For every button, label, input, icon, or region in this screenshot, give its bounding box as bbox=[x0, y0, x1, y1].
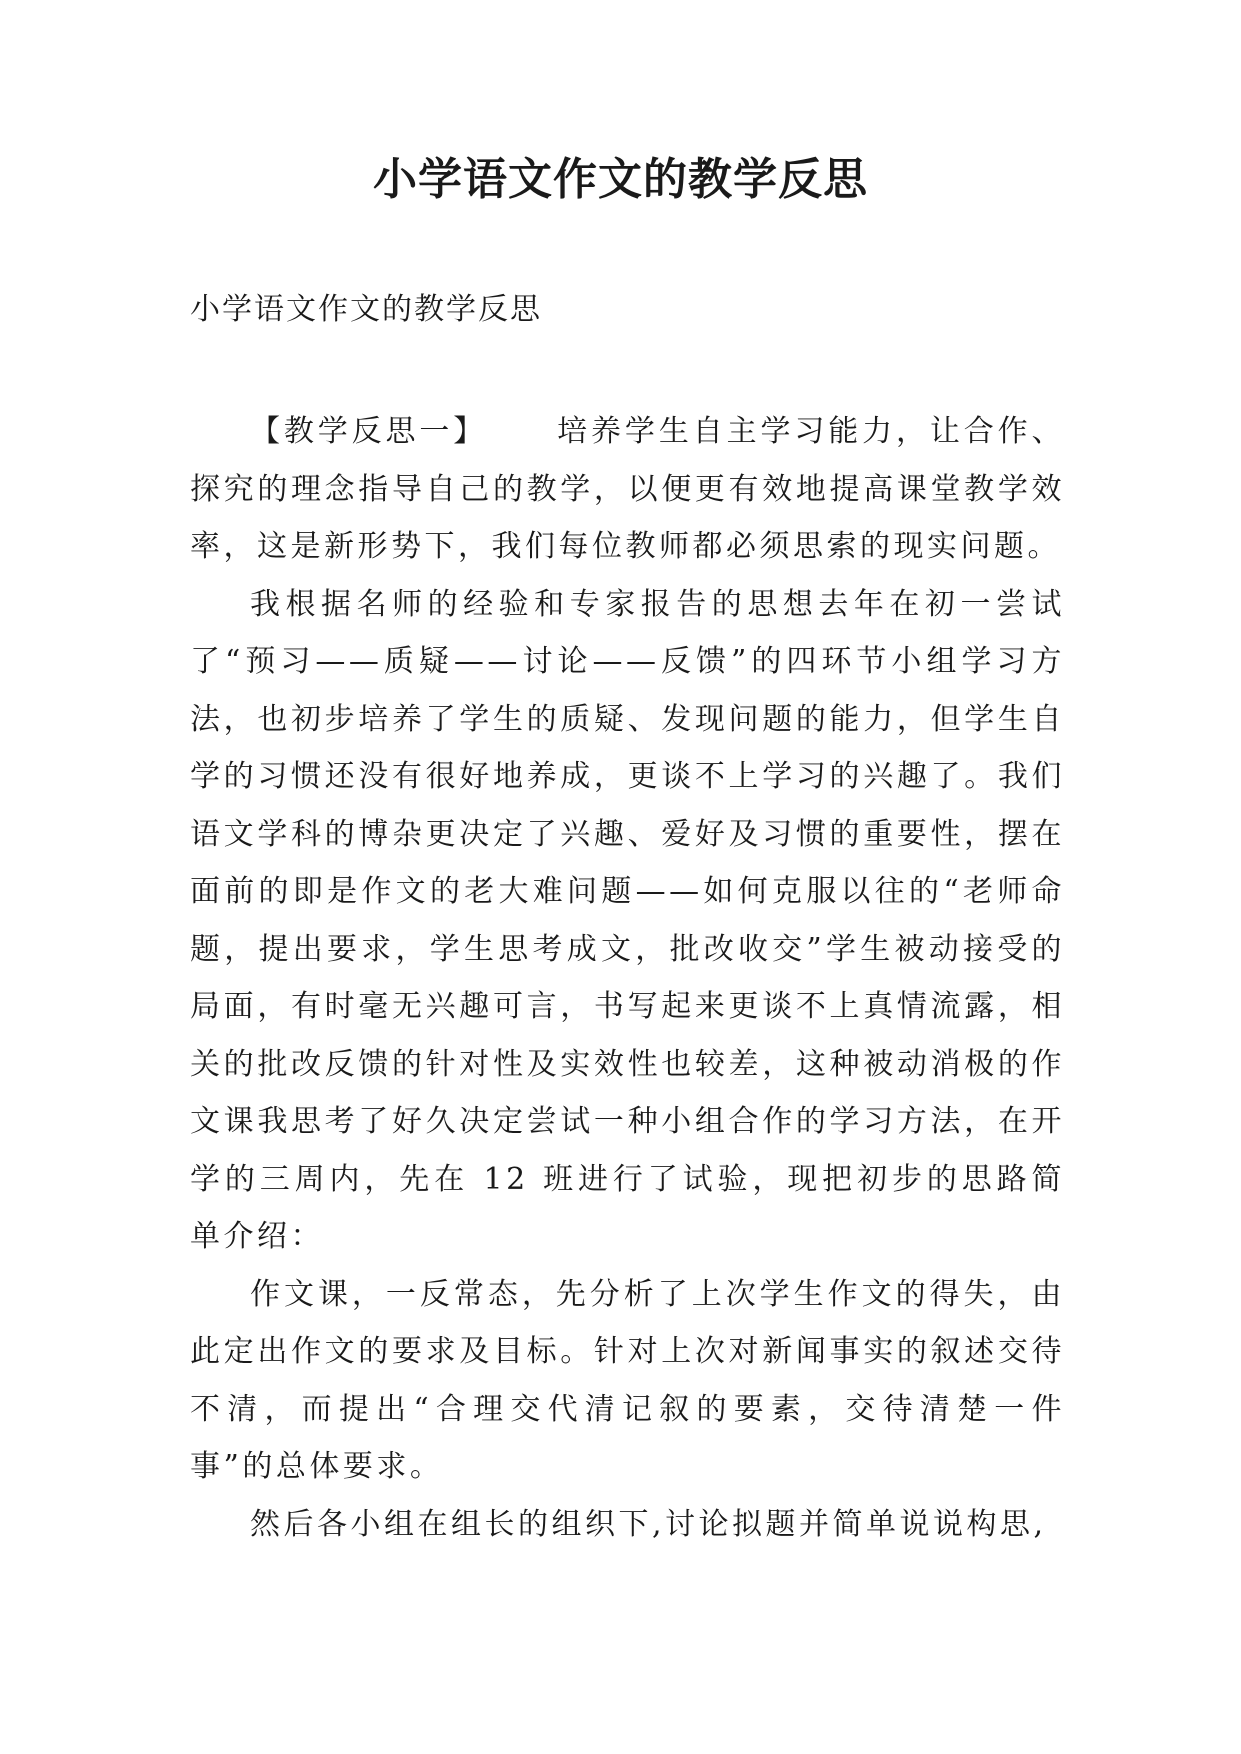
document-title: 小学语文作文的教学反思 bbox=[373, 154, 868, 205]
paragraph-3: 作文课，一反常态，先分析了上次学生作文的得失，由此定出作文的要求及目标。针对上次对新闻事实的叙述交待不清，而提出“合理交代清记叙的要素，交待清楚一件事”的总体要求。 bbox=[190, 1276, 1065, 1484]
document-body bbox=[190, 403, 1065, 1553]
paragraph-4: 然后各小组在组长的组织下,讨论拟题并简单说说构思, bbox=[250, 1506, 1047, 1542]
paragraph-text: 培养学生自主学习能力，让合作、探究的理念指导自己的教学，以便更有效地提高课堂教学效率，这是新形势下，我们每位教师都必须思索的现实问题。 bbox=[190, 414, 1066, 564]
paragraph-2: 我根据名师的经验和专家报告的思想去年在初一尝试了“预习——质疑——讨论——反馈”的四环节小组学习方法，也初步培养了学生的质疑、发现问题的能力，但学生自学的习惯还没有很好地养成，更谈不上学习的兴趣了。我们语文学科的博杂更决定了兴趣、爱好及习惯的重要性，摆在面前的即是作文的老大难问题——如何克服以往的“老师命题，提出要求，学生思考成文，批改收交”学生被动接受的局面，有时毫无兴趣可言，书写起来更谈不上真情流露，相关的批改反馈的针对性及实效性也较差，这种被动消极的作文课我思考了好久决定尝试一种小组合作的学习方法，在开学的三周内，先在 12 班进行了试验，现把初步的思路简单介绍： bbox=[190, 586, 1065, 1254]
section-tag: 【教学反思一】 bbox=[250, 414, 488, 449]
paragraph-1 bbox=[190, 403, 1065, 576]
document-subtitle: 小学语文作文的教学反思 bbox=[190, 292, 542, 327]
